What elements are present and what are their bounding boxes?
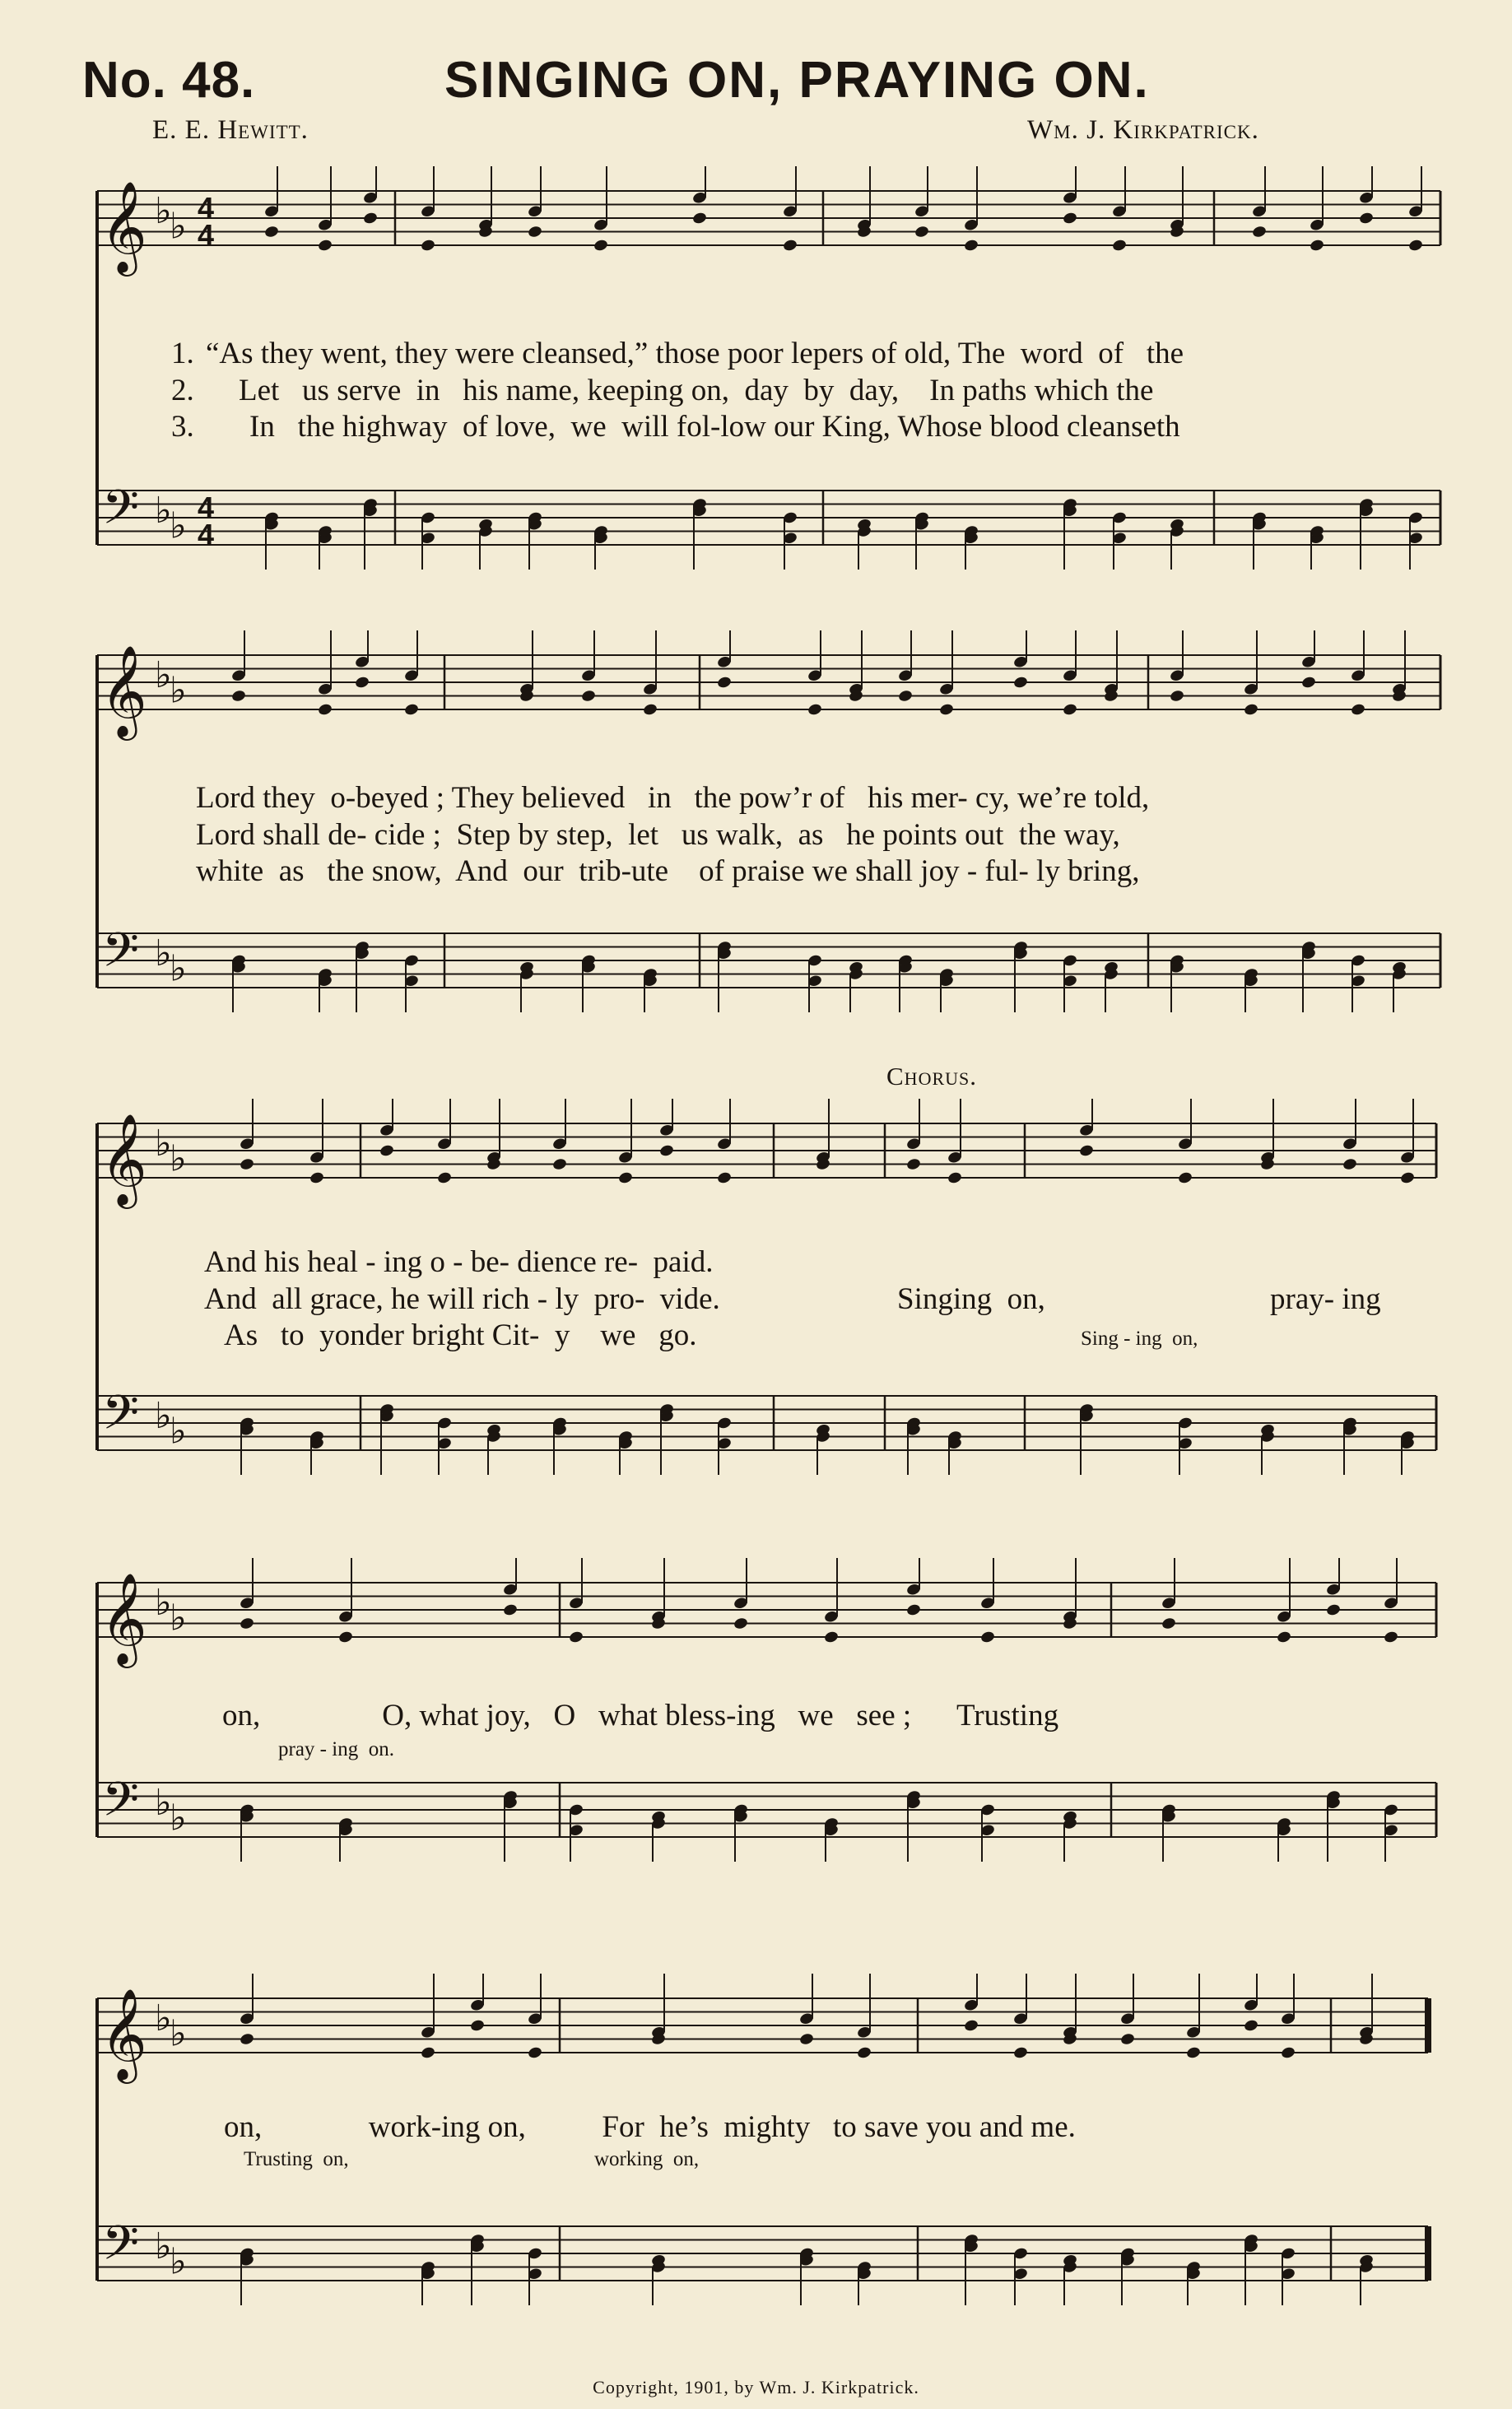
- note-head: [337, 1630, 353, 1644]
- note-head: [502, 1603, 518, 1617]
- note-head: [527, 225, 542, 239]
- note-head: [1325, 1603, 1341, 1617]
- hymn-number: No. 48.: [82, 52, 256, 109]
- verse-2-line-1: Let us serve in his name, keeping on, day by day, In paths which the: [239, 374, 1154, 407]
- chorus-echo-3b: working on,: [594, 2148, 700, 2170]
- note-head: [1062, 703, 1077, 717]
- note-head: [658, 1144, 674, 1158]
- note-head: [239, 1616, 254, 1630]
- note-head: [963, 2019, 979, 2033]
- chorus-label: Chorus.: [886, 1062, 977, 1091]
- verse-2-line-1-number: 2.: [171, 374, 194, 407]
- bass-clef: 𝄢: [102, 479, 140, 547]
- note-head: [1407, 239, 1423, 253]
- note-head: [914, 225, 929, 239]
- flat-sign: ♭: [155, 1123, 172, 1165]
- note-head: [1350, 703, 1365, 717]
- note-head: [1243, 2019, 1258, 2033]
- note-head: [1280, 2046, 1296, 2060]
- flat-sign: ♭: [170, 1797, 187, 1839]
- verse-1-line-1-number: 1.: [171, 337, 194, 370]
- time-signature: 4: [198, 191, 215, 225]
- note-head: [239, 1157, 254, 1171]
- flat-sign: ♭: [170, 2012, 187, 2055]
- flat-sign: ♭: [155, 1582, 172, 1624]
- author-credit: E. E. Hewitt.: [152, 115, 309, 145]
- treble-clef: 𝄞: [100, 1113, 147, 1205]
- flat-sign: ♭: [155, 1395, 172, 1437]
- chorus-line-1b: pray- ing: [1270, 1282, 1381, 1316]
- verse-3-line-1: In the highway of love, we will fol-low our King, Whose blood cleanseth: [249, 410, 1180, 444]
- flat-sign: ♭: [170, 505, 187, 547]
- note-head: [379, 1144, 394, 1158]
- note-head: [798, 2032, 814, 2046]
- flat-sign: ♭: [155, 1997, 172, 2039]
- flat-sign: ♭: [155, 1782, 172, 1824]
- note-head: [354, 676, 370, 690]
- flat-sign: ♭: [170, 1410, 187, 1453]
- verse-3-line-3: As to yonder bright Cit- y we go.: [224, 1318, 697, 1352]
- note-head: [897, 689, 913, 703]
- treble-clef: 𝄞: [100, 644, 147, 737]
- note-head: [551, 1157, 567, 1171]
- note-head: [317, 703, 333, 717]
- flat-sign: ♭: [170, 669, 187, 712]
- note-head: [420, 2046, 435, 2060]
- note-head: [239, 2032, 254, 2046]
- note-head: [1251, 225, 1267, 239]
- flat-sign: ♭: [155, 2225, 172, 2267]
- note-head: [1276, 1630, 1291, 1644]
- note-head: [1161, 1616, 1176, 1630]
- note-head: [1119, 2032, 1135, 2046]
- chorus-echo-2: pray - ing on.: [278, 1738, 394, 1760]
- note-head: [1177, 1171, 1193, 1185]
- note-head: [782, 239, 798, 253]
- note-head: [317, 239, 333, 253]
- note-head: [403, 703, 419, 717]
- note-head: [1309, 239, 1324, 253]
- note-head: [617, 1171, 633, 1185]
- note-head: [823, 1630, 839, 1644]
- note-head: [1243, 703, 1258, 717]
- bass-clef: 𝄢: [102, 2215, 140, 2283]
- note-head: [1169, 689, 1184, 703]
- chorus-line-1: Singing on,: [897, 1282, 1045, 1316]
- note-head: [230, 689, 246, 703]
- verse-3-line-2: white as the snow, And our trib-ute of praise we shall joy - ful- ly bring,: [196, 854, 1140, 888]
- bass-clef: 𝄢: [102, 1771, 140, 1839]
- note-head: [947, 1171, 962, 1185]
- note-head: [593, 239, 608, 253]
- chorus-echo-1: Sing - ing on,: [1081, 1328, 1198, 1350]
- flat-sign: ♭: [155, 190, 172, 232]
- chorus-echo-3a: Trusting on,: [244, 2148, 349, 2170]
- composer-credit: Wm. J. Kirkpatrick.: [1027, 115, 1259, 145]
- flat-sign: ♭: [170, 205, 187, 248]
- verse-3-line-1-number: 3.: [171, 410, 194, 444]
- note-head: [1342, 1157, 1357, 1171]
- verse-2-line-3: And all grace, he will rich - ly pro- vide.: [204, 1282, 720, 1316]
- note-head: [642, 703, 658, 717]
- note-head: [469, 2019, 485, 2033]
- note-head: [905, 1157, 921, 1171]
- verse-1-line-3: And his heal - ing o - be- dience re- paid.: [204, 1245, 714, 1279]
- note-head: [436, 1171, 452, 1185]
- note-head: [733, 1616, 748, 1630]
- note-head: [568, 1630, 584, 1644]
- note-head: [691, 212, 707, 226]
- note-head: [420, 239, 435, 253]
- chorus-line-3: on, work-ing on, For he’s mighty to save you and me.: [224, 2110, 1076, 2144]
- note-head: [580, 689, 596, 703]
- note-head: [1185, 2046, 1201, 2060]
- note-head: [716, 676, 732, 690]
- flat-sign: ♭: [170, 2240, 187, 2283]
- note-head: [1062, 212, 1077, 226]
- time-signature: 4: [198, 491, 215, 524]
- treble-clef: 𝄞: [100, 180, 147, 272]
- verse-1-line-1: “As they went, they were cleansed,” those poor lepers of old, The word of the: [206, 337, 1184, 370]
- note-head: [716, 1171, 732, 1185]
- flat-sign: ♭: [155, 654, 172, 696]
- note-head: [1078, 1144, 1094, 1158]
- note-head: [1111, 239, 1127, 253]
- verse-2-line-2: Lord shall de- cide ; Step by step, let us walk, as he points out the way,: [196, 818, 1120, 852]
- flat-sign: ♭: [170, 947, 187, 990]
- treble-clef: 𝄞: [100, 1988, 147, 2080]
- time-signature: 4: [198, 518, 215, 551]
- note-head: [807, 703, 822, 717]
- note-head: [527, 2046, 542, 2060]
- note-head: [1399, 1171, 1415, 1185]
- note-head: [362, 212, 378, 226]
- copyright-notice: Copyright, 1901, by Wm. J. Kirkpatrick.: [593, 2377, 919, 2397]
- chorus-line-2: on, O, what joy, O what bless-ing we see ; Trusting: [222, 1699, 1059, 1732]
- note-head: [1012, 2046, 1028, 2060]
- note-head: [263, 225, 279, 239]
- treble-clef: 𝄞: [100, 1572, 147, 1664]
- time-signature: 4: [198, 218, 215, 252]
- flat-sign: ♭: [155, 490, 172, 532]
- bass-clef: 𝄢: [102, 1384, 140, 1453]
- note-head: [963, 239, 979, 253]
- note-head: [1012, 676, 1028, 690]
- note-head: [905, 1603, 921, 1617]
- note-head: [856, 2046, 872, 2060]
- flat-sign: ♭: [170, 1137, 187, 1180]
- note-head: [1300, 676, 1316, 690]
- verse-1-line-2: Lord they o-beyed ; They believed in the pow’r of his mer- cy, we’re told,: [196, 781, 1150, 815]
- note-head: [309, 1171, 324, 1185]
- note-head: [938, 703, 954, 717]
- note-head: [1383, 1630, 1398, 1644]
- flat-sign: ♭: [170, 1597, 187, 1639]
- note-head: [979, 1630, 995, 1644]
- hymn-title: SINGING ON, PRAYING ON.: [444, 52, 1150, 109]
- bass-clef: 𝄢: [102, 922, 140, 990]
- note-head: [1358, 212, 1374, 226]
- flat-sign: ♭: [155, 932, 172, 974]
